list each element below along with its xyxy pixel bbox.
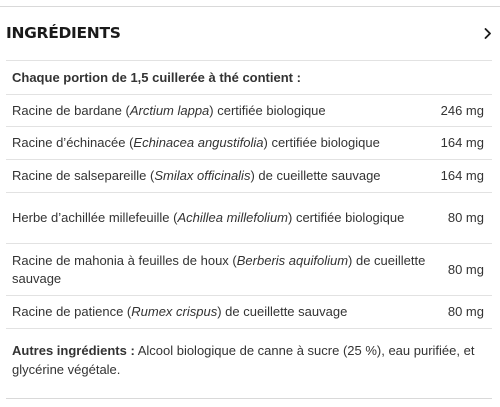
ingredient-amount: 164 mg <box>440 135 484 150</box>
ingredient-amount: 80 mg <box>447 304 484 319</box>
ingredient-name <box>12 303 448 321</box>
chevron-right-icon <box>484 28 492 39</box>
other-ingredients <box>6 329 492 393</box>
section-title: INGRÉDIENTS <box>6 24 121 42</box>
latin-name: Arctium lappa <box>129 102 210 118</box>
ingredient-name <box>12 167 441 185</box>
ingredient-name <box>12 102 441 120</box>
ingredient-amount: 164 mg <box>440 168 484 183</box>
latin-name: Smilax officinalis <box>154 168 251 183</box>
table-row <box>6 160 492 193</box>
ingredient-suffix: ) certifiée biologique <box>288 210 405 225</box>
ingredient-name <box>12 252 448 288</box>
latin-name: Achillea millefolium <box>177 210 289 225</box>
table-row <box>6 127 492 160</box>
ingredient-prefix: Racine de salsepareille ( <box>12 168 155 183</box>
other-ingredients-text: Alcool biologique de canne à sucre (25 %), eau purifiée, et glycérine végétale. <box>12 343 475 377</box>
ingredient-prefix: Racine d’échinacée ( <box>12 135 134 150</box>
ingredient-name <box>12 134 441 152</box>
latin-name: Berberis aquifolium <box>236 252 349 268</box>
ingredient-prefix: Racine de patience ( <box>12 304 132 319</box>
serving-description: Chaque portion de 1,5 cuillerée à thé contient : <box>12 69 301 85</box>
latin-name: Rumex crispus <box>131 304 218 319</box>
table-row <box>6 193 492 244</box>
table-row <box>6 95 492 127</box>
bottom-divider <box>6 398 492 399</box>
ingredient-suffix: ) de cueillette sauvage <box>250 168 381 183</box>
ingredient-amount: 80 mg <box>447 210 484 225</box>
table-header-row <box>6 61 492 95</box>
table-row <box>6 244 492 296</box>
ingredient-suffix: ) de cueillette sauvage <box>217 304 348 319</box>
ingredient-prefix: Racine de mahonia à feuilles de houx ( <box>12 252 237 268</box>
ingredient-prefix: Racine de bardane ( <box>12 102 130 118</box>
ingredients-section-toggle[interactable] <box>0 7 500 59</box>
other-ingredients-label: Autres ingrédients : <box>12 343 135 358</box>
ingredient-suffix: ) certifiée biologique <box>263 135 380 150</box>
latin-name: Echinacea angustifolia <box>133 135 264 150</box>
ingredient-suffix: ) de cueillette sauvage <box>12 252 426 286</box>
ingredient-amount: 80 mg <box>447 261 484 277</box>
table-row <box>6 296 492 329</box>
ingredient-amount: 246 mg <box>440 102 484 118</box>
ingredient-suffix: ) certifiée biologique <box>209 102 326 118</box>
ingredient-name <box>12 209 448 227</box>
ingredients-table <box>6 60 492 393</box>
ingredient-prefix: Herbe d’achillée millefeuille ( <box>12 210 178 225</box>
